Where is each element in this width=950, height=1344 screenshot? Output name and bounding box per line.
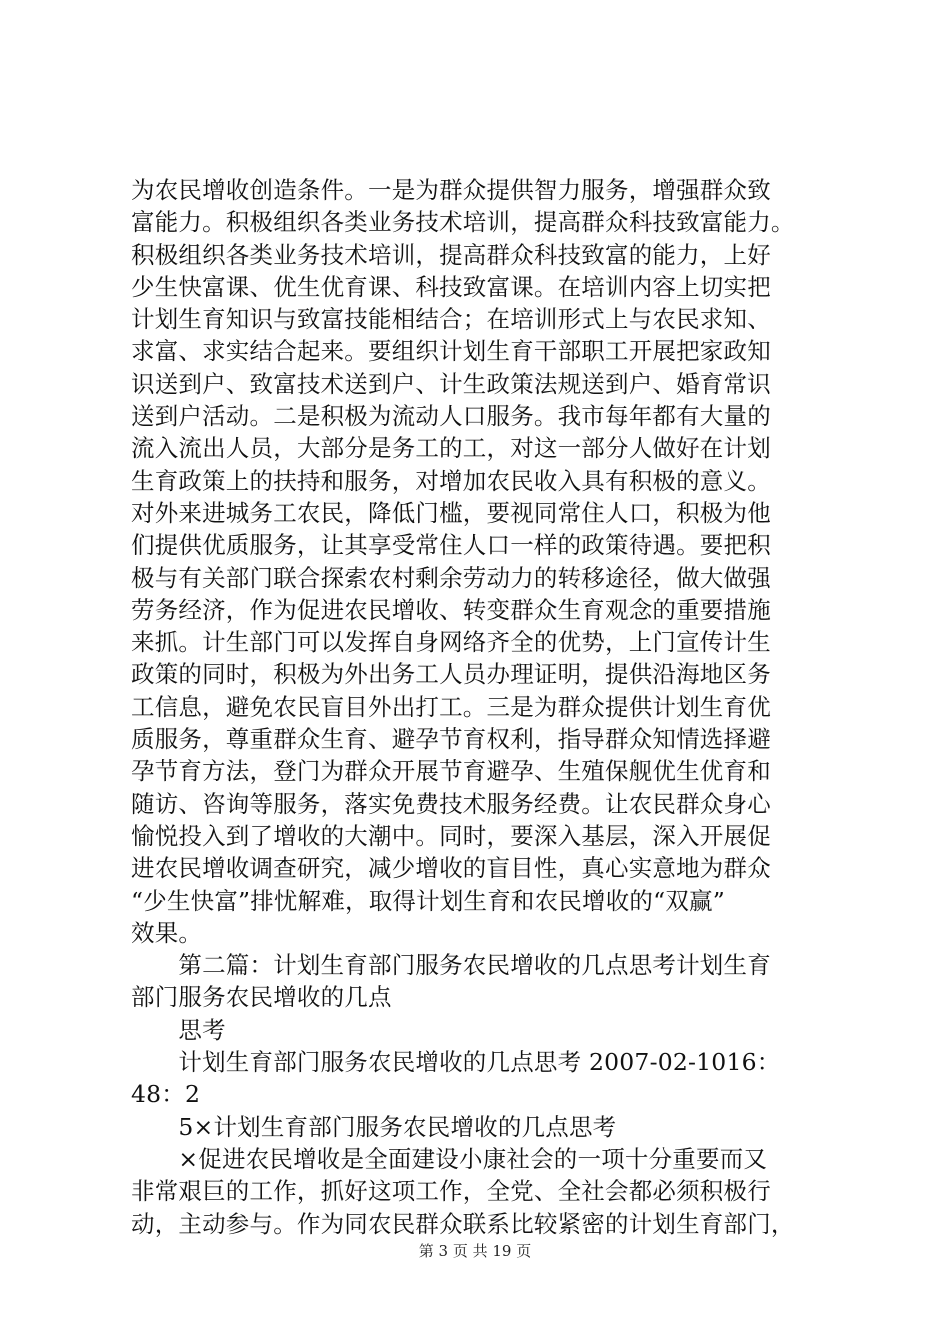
- text-line: 非常艰巨的工作，抓好这项工作，全党、全社会都必须积极行: [131, 1177, 771, 1206]
- text-line: 计划生育知识与致富技能相结合；在培训形式上与农民求知、: [131, 305, 771, 334]
- text-line: 随访、咨询等服务，落实免费技术服务经费。让农民群众身心: [131, 789, 771, 818]
- text-line: 质服务，尊重群众生育、避孕节育权利，指导群众知情选择避: [131, 725, 771, 754]
- text-line: 工信息，避免农民盲目外出打工。三是为群众提供计划生育优: [131, 692, 771, 721]
- text-line: 少生快富课、优生优育课、科技致富课。在培训内容上切实把: [131, 272, 771, 301]
- text-line: 劳务经济，作为促进农民增收、转变群众生育观念的重要措施: [131, 595, 771, 624]
- text-line: 第二篇：计划生育部门服务农民增收的几点思考计划生育: [131, 951, 771, 980]
- text-line: 政策的同时，积极为外出务工人员办理证明，提供沿海地区务: [131, 660, 771, 689]
- text-line: “少生快富”排忧解难，取得计划生育和农民增收的“双赢”: [131, 886, 725, 915]
- text-line: 为农民增收创造条件。一是为群众提供智力服务，增强群众致: [131, 176, 771, 204]
- text-line: 送到户活动。二是积极为流动人口服务。我市每年都有大量的: [131, 402, 771, 431]
- text-line: 思考: [131, 1015, 226, 1044]
- text-line: 生育政策上的扶持和服务，对增加农民收入具有积极的意义。: [131, 466, 771, 495]
- text-line: 流入流出人员，大部分是务工的工，对这一部分人做好在计划: [131, 434, 771, 463]
- text-line: 效果。: [131, 918, 203, 947]
- text-line: 们提供优质服务，让其享受常住人口一样的政策待遇。要把积: [131, 531, 771, 560]
- page-footer: 第 3 页 共 19 页: [418, 1242, 532, 1260]
- text-line: 富能力。积极组织各类业务技术培训，提高群众科技致富能力。: [131, 208, 795, 237]
- text-line: 5×计划生育部门服务农民增收的几点思考: [131, 1112, 617, 1141]
- text-line: 计划生育部门服务农民增收的几点思考 2007-02-1016：: [131, 1048, 781, 1077]
- text-line: 对外来进城务工农民，降低门槛，要视同常住人口，积极为他: [131, 498, 771, 527]
- text-line: 积极组织各类业务技术培训，提高群众科技致富的能力，上好: [131, 240, 771, 269]
- text-line: 48：2: [131, 1080, 201, 1109]
- text-line: 来抓。计生部门可以发挥自身网络齐全的优势，上门宣传计生: [131, 628, 771, 657]
- text-line: 进农民增收调查研究，减少增收的盲目性，真心实意地为群众: [131, 854, 771, 883]
- text-line: 求富、求实结合起来。要组织计划生育干部职工开展把家政知: [131, 337, 771, 366]
- text-line: 动，主动参与。作为同农民群众联系比较紧密的计划生育部门，: [131, 1209, 795, 1238]
- text-line: 孕节育方法，登门为群众开展节育避孕、生殖保舰优生优育和: [131, 757, 771, 786]
- text-line: ×促进农民增收是全面建设小康社会的一项十分重要而又: [131, 1144, 768, 1173]
- text-line: 愉悦投入到了增收的大潮中。同时，要深入基层，深入开展促: [131, 821, 771, 850]
- text-line: 极与有关部门联合探索农村剩余劳动力的转移途径，做大做强: [131, 563, 771, 592]
- document-body: [131, 174, 851, 1240]
- text-line: 部门服务农民增收的几点: [131, 983, 392, 1012]
- text-line: 识送到户、致富技术送到户、计生政策法规送到户、婚育常识: [131, 369, 771, 398]
